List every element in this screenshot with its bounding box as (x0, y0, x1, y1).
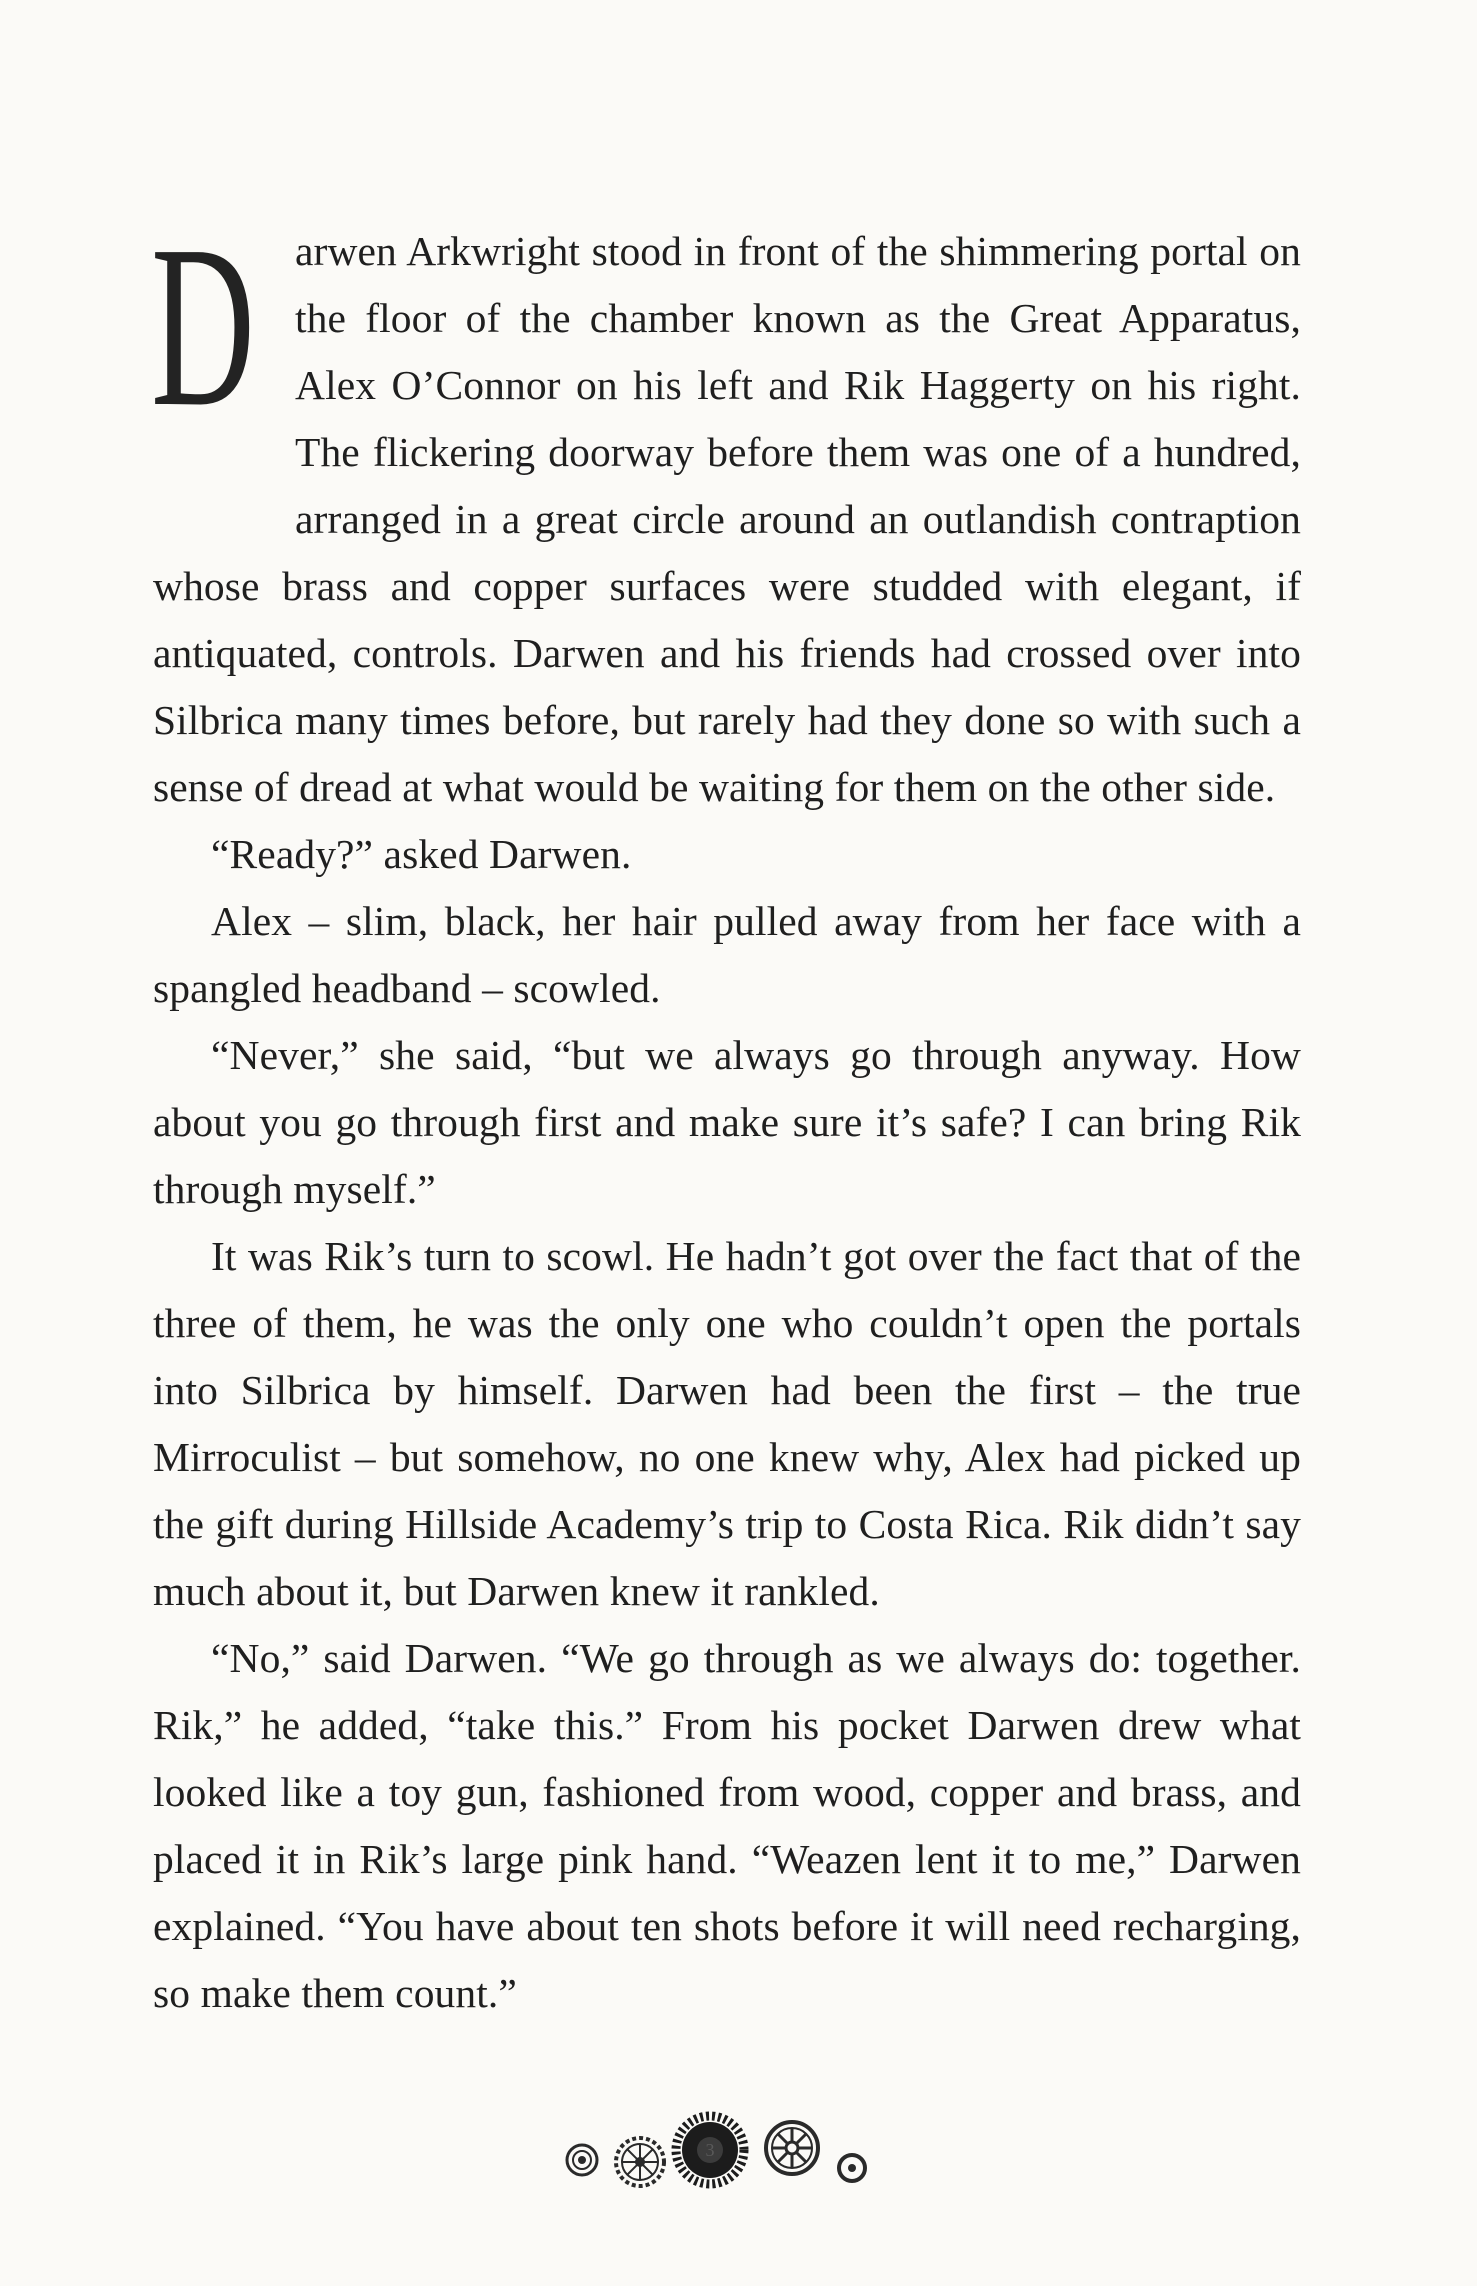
chapter-body-text (151, 198, 1301, 2027)
central-gear-icon (676, 2116, 744, 2184)
gear-cluster-ornament-icon (560, 2110, 900, 2196)
small-gear-right-icon (839, 2155, 865, 2181)
paragraph: It was Rik’s turn to scowl. He hadn’t got over the fact that of the three of them, he was the only one who couldn’t open the portals into Silbrica by himself. Darwen had been the first – the true Mirroculist – but somehow, no one knew why, Alex had picked up the gift during Hillside Academy’s trip to Costa Rica. Rik didn’t say much about it, but Darwen knew it rankled. (153, 1233, 1301, 1614)
paragraph: “Never,” she said, “but we always go through anyway. How about you go through first and make sure it’s safe? I can bring Rik through myself.” (153, 1032, 1301, 1212)
spoked-gear-icon (616, 2138, 664, 2186)
drop-cap-letter: D (151, 198, 255, 455)
paragraph-opening (151, 198, 1301, 821)
page-number: 3 (705, 2140, 715, 2160)
wheel-gear-icon (766, 2122, 818, 2174)
paragraph: Alex – slim, black, her hair pulled away from her face with a spangled headband – scowled. (153, 898, 1301, 1011)
small-gear-left-icon (567, 2145, 597, 2175)
paragraph-text: arwen Arkwright stood in front of the shimmering portal on the floor of the chamber known as the Great Apparatus, Alex O’Connor on his left and Rik Haggerty on his right. The flickering doorway before them was one of a hundred, arranged in a great circle around an outlandish contraption whose brass and copper surfaces were studded with elegant, if antiquated, controls. Darwen and his friends had crossed over into Silbrica many times before, but rarely had they done so with such a sense of dread at what would be waiting for them on the other side. (153, 228, 1301, 810)
paragraph: “Ready?” asked Darwen. (211, 831, 632, 877)
paragraph: “No,” said Darwen. “We go through as we always do: together. Rik,” he added, “take this.” From his pocket Darwen drew what looked like a toy gun, fashioned from wood, copper and brass, and placed it in Rik’s large pink hand. “Weazen lent it to me,” Darwen explained. “You have about ten shots before it will need recharging, so make them count.” (153, 1635, 1301, 2016)
